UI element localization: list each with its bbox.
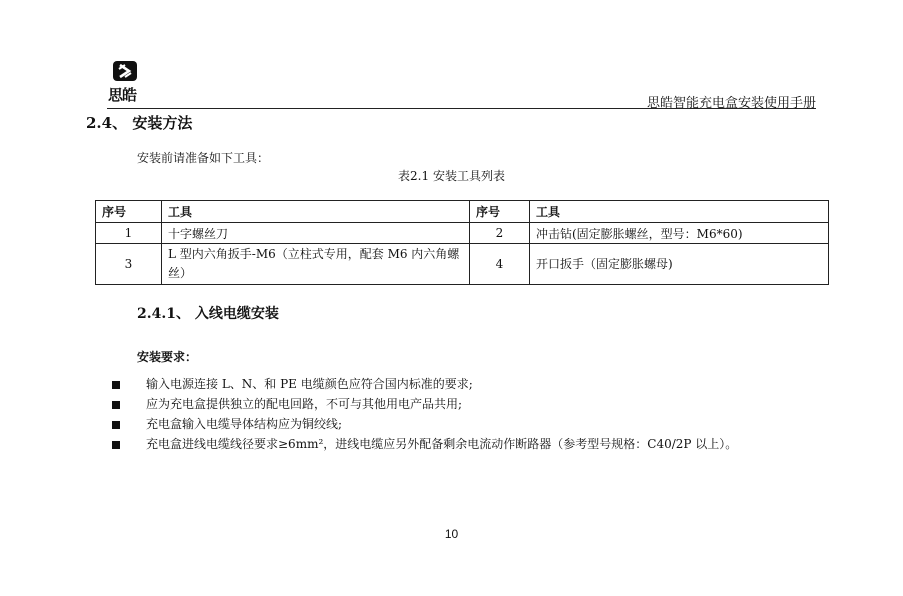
brand-logo	[108, 60, 144, 103]
header-cell-index: 序号	[96, 201, 162, 223]
table-caption: 表2.1 安装工具列表	[398, 169, 505, 183]
list-item-text: 应为充电盒提供独立的配电回路，不可与其他用电产品共用;	[146, 397, 463, 411]
table-cell-index: 1	[96, 223, 162, 244]
logo-text: 思皓	[108, 86, 137, 104]
list-item	[112, 435, 772, 454]
header-divider	[107, 108, 816, 109]
table-cell-tool: 开口扳手（固定膨胀螺母)	[530, 244, 829, 285]
table-cell-tool: L 型内六角扳手-M6（立柱式专用，配套 M6 内六角螺丝）	[162, 244, 470, 285]
table-cell-index: 3	[96, 244, 162, 285]
brand-logo-icon	[112, 60, 138, 82]
page-number: 10	[444, 527, 459, 541]
tools-table	[95, 200, 829, 285]
header-cell-index: 序号	[470, 201, 530, 223]
table-row	[96, 223, 829, 244]
list-item	[112, 375, 772, 394]
square-bullet-icon	[112, 441, 120, 449]
list-item	[112, 395, 772, 414]
table-row	[96, 244, 829, 285]
requirements-label: 安装要求：	[137, 350, 198, 364]
square-bullet-icon	[112, 381, 120, 389]
list-item-text: 输入电源连接 L、N、和 PE 电缆颜色应符合国内标准的要求;	[146, 377, 473, 391]
header-cell-tool: 工具	[530, 201, 829, 223]
list-item	[112, 415, 772, 434]
list-item-text: 充电盒输入电缆导体结构应为铜绞线;	[146, 417, 343, 431]
table-cell-tool: 冲击钻(固定膨胀螺丝，型号：M6*60)	[530, 223, 829, 244]
table-cell-tool: 十字螺丝刀	[162, 223, 470, 244]
table-header-row	[96, 201, 829, 223]
section-intro: 安装前请准备如下工具：	[137, 151, 270, 165]
header-cell-tool: 工具	[162, 201, 470, 223]
requirements-list	[112, 375, 772, 455]
square-bullet-icon	[112, 421, 120, 429]
manual-title: 思皓智能充电盒安装使用手册	[646, 96, 816, 111]
subsection-heading: 2.4.1、 入线电缆安装	[137, 306, 279, 322]
table-cell-index: 4	[470, 244, 530, 285]
square-bullet-icon	[112, 401, 120, 409]
list-item-text: 充电盒进线电缆线径要求≥6mm²，进线电缆应另外配备剩余电流动作断路器（参考型号规格：C40/2P 以上）。	[146, 437, 738, 451]
table-cell-index: 2	[470, 223, 530, 244]
section-heading: 2.4、 安装方法	[86, 114, 193, 132]
